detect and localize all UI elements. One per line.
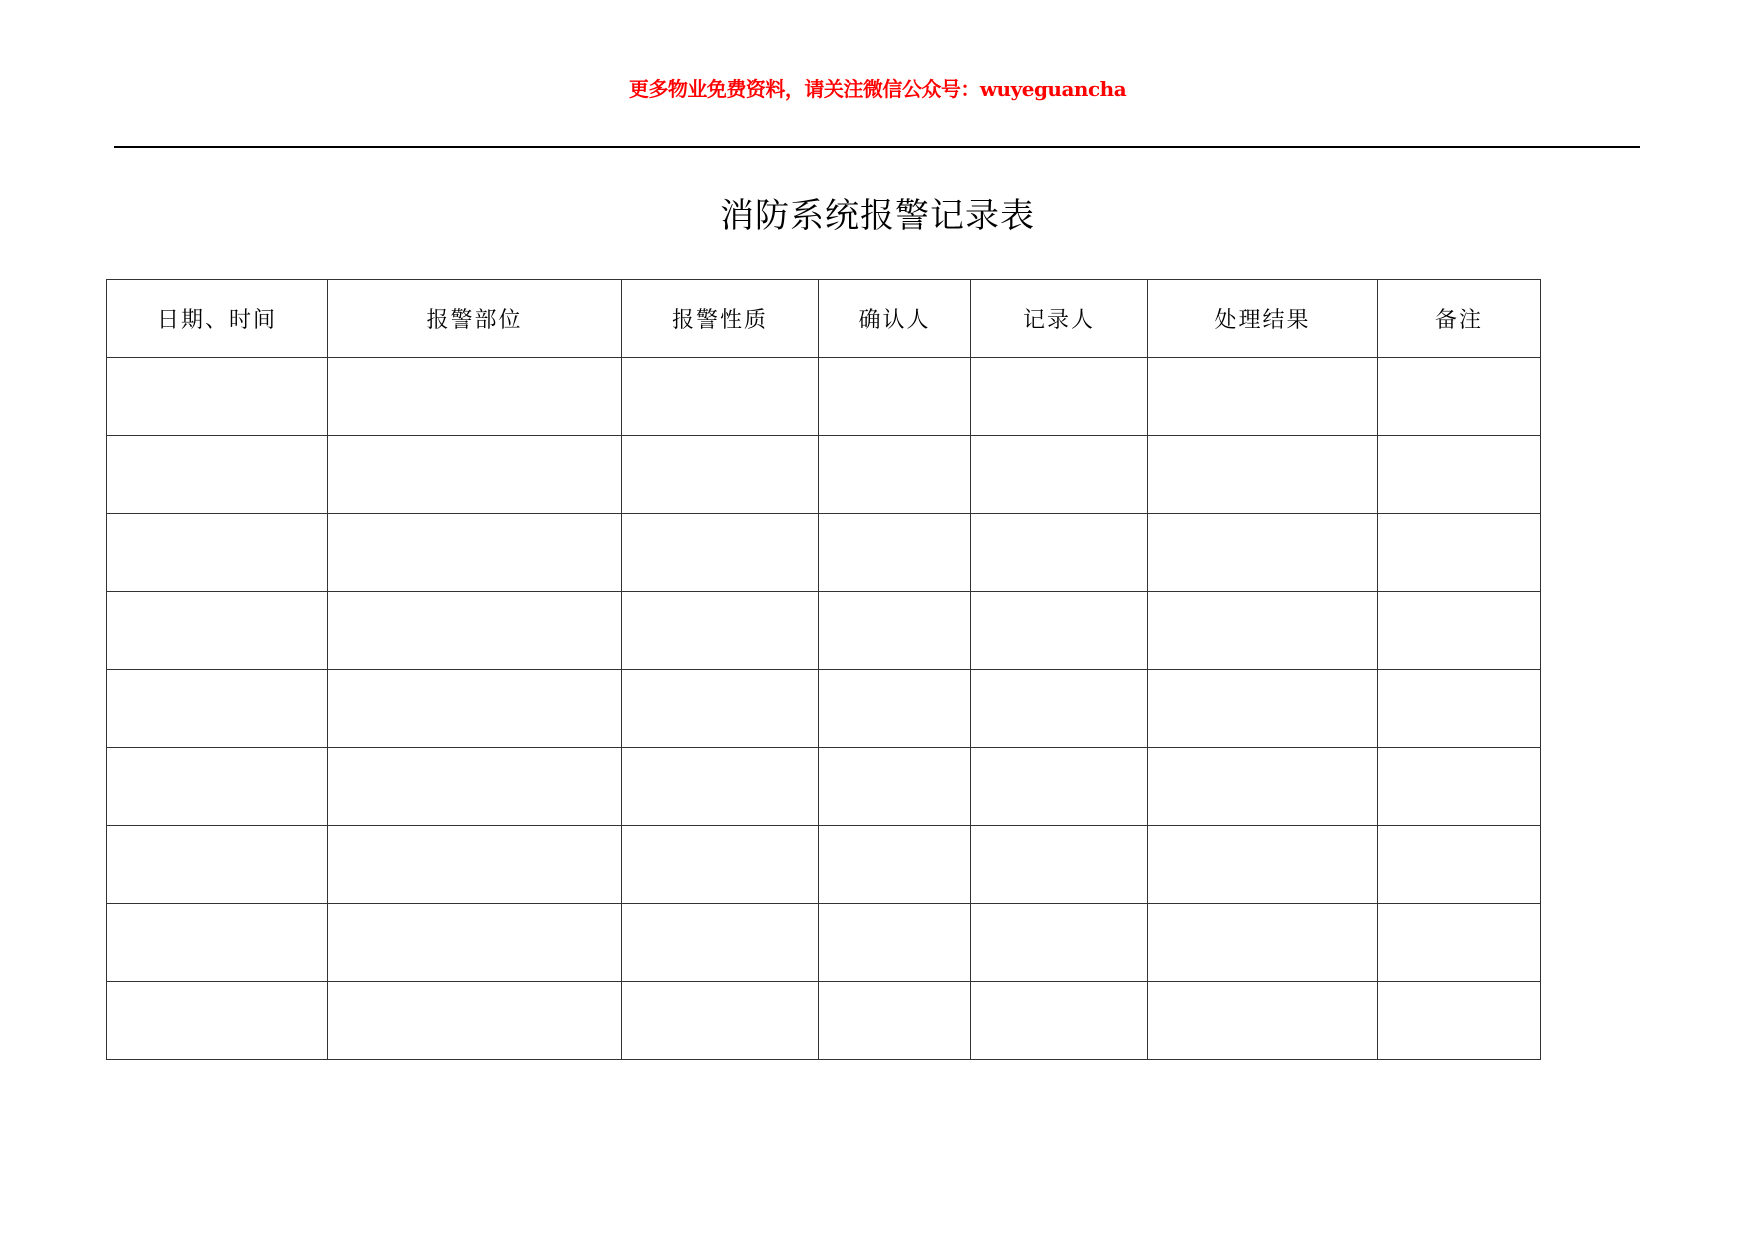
table-cell[interactable] (819, 826, 971, 904)
table-cell[interactable] (328, 592, 622, 670)
table-cell[interactable] (971, 904, 1148, 982)
table-cell[interactable] (1148, 358, 1378, 436)
table-cell[interactable] (622, 982, 819, 1060)
table-cell[interactable] (819, 592, 971, 670)
table-header-row (107, 280, 1541, 358)
column-header-recorded-by: 记录人 (971, 280, 1148, 358)
table-row (107, 358, 1541, 436)
table-cell[interactable] (1148, 592, 1378, 670)
table-cell[interactable] (328, 358, 622, 436)
table-row (107, 436, 1541, 514)
column-header-datetime: 日期、时间 (107, 280, 328, 358)
table-cell[interactable] (1378, 904, 1541, 982)
table-cell[interactable] (1148, 748, 1378, 826)
alarm-record-table (106, 279, 1541, 1060)
table-cell[interactable] (107, 904, 328, 982)
table-cell[interactable] (971, 748, 1148, 826)
table-cell[interactable] (622, 826, 819, 904)
table-cell[interactable] (328, 514, 622, 592)
table-cell[interactable] (107, 748, 328, 826)
table-row (107, 826, 1541, 904)
table-cell[interactable] (971, 826, 1148, 904)
table-row (107, 592, 1541, 670)
table-cell[interactable] (971, 436, 1148, 514)
table-cell[interactable] (819, 982, 971, 1060)
table-cell[interactable] (1378, 514, 1541, 592)
page-title: 消防系统报警记录表 (720, 196, 1035, 236)
table-cell[interactable] (1378, 670, 1541, 748)
column-header-remarks: 备注 (1378, 280, 1541, 358)
table-cell[interactable] (328, 904, 622, 982)
table-cell[interactable] (1378, 826, 1541, 904)
table-cell[interactable] (1378, 748, 1541, 826)
table-cell[interactable] (328, 826, 622, 904)
table-cell[interactable] (328, 436, 622, 514)
table-row (107, 670, 1541, 748)
table-cell[interactable] (819, 436, 971, 514)
table-cell[interactable] (328, 670, 622, 748)
table-cell[interactable] (1148, 904, 1378, 982)
table-row (107, 514, 1541, 592)
table-cell[interactable] (1148, 436, 1378, 514)
table-cell[interactable] (1148, 514, 1378, 592)
table-cell[interactable] (107, 436, 328, 514)
column-header-alarm-location: 报警部位 (328, 280, 622, 358)
table-cell[interactable] (328, 982, 622, 1060)
table-cell[interactable] (1378, 436, 1541, 514)
table-cell[interactable] (1148, 826, 1378, 904)
table-cell[interactable] (622, 514, 819, 592)
table-row (107, 904, 1541, 982)
table-cell[interactable] (971, 982, 1148, 1060)
table-cell[interactable] (622, 748, 819, 826)
table-cell[interactable] (622, 358, 819, 436)
table-cell[interactable] (819, 904, 971, 982)
table-cell[interactable] (622, 592, 819, 670)
table-cell[interactable] (622, 436, 819, 514)
table-cell[interactable] (622, 904, 819, 982)
table-cell[interactable] (971, 358, 1148, 436)
column-header-confirmed-by: 确认人 (819, 280, 971, 358)
table-cell[interactable] (1378, 358, 1541, 436)
table-cell[interactable] (1378, 982, 1541, 1060)
table-cell[interactable] (971, 670, 1148, 748)
table-cell[interactable] (1148, 982, 1378, 1060)
table-cell[interactable] (971, 514, 1148, 592)
table-cell[interactable] (328, 748, 622, 826)
table-cell[interactable] (1378, 592, 1541, 670)
table-cell[interactable] (107, 358, 328, 436)
table-cell[interactable] (622, 670, 819, 748)
table-cell[interactable] (107, 592, 328, 670)
table-cell[interactable] (107, 982, 328, 1060)
table-cell[interactable] (971, 592, 1148, 670)
header-note: 更多物业免费资料，请关注微信公众号：wuyeguancha (628, 77, 1127, 101)
table-cell[interactable] (107, 514, 328, 592)
table-row (107, 748, 1541, 826)
table-cell[interactable] (107, 826, 328, 904)
table-cell[interactable] (819, 670, 971, 748)
table-cell[interactable] (819, 514, 971, 592)
table-row (107, 982, 1541, 1060)
table-cell[interactable] (1148, 670, 1378, 748)
header-divider (114, 146, 1640, 148)
column-header-result: 处理结果 (1148, 280, 1378, 358)
column-header-alarm-nature: 报警性质 (622, 280, 819, 358)
table-cell[interactable] (819, 358, 971, 436)
table-cell[interactable] (107, 670, 328, 748)
table-body (107, 358, 1541, 1060)
table-cell[interactable] (819, 748, 971, 826)
